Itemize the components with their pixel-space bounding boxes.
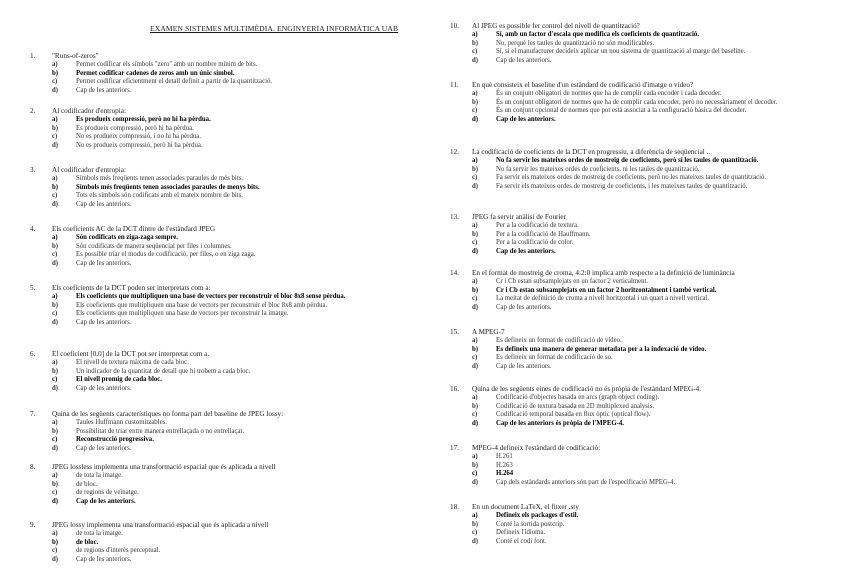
option-text: Cap de les anteriors. xyxy=(76,444,132,452)
question-number: 6. xyxy=(30,350,36,358)
answer-option xyxy=(52,547,452,556)
answer-option xyxy=(52,201,452,210)
option-letter: c) xyxy=(472,239,478,247)
answer-option xyxy=(472,363,832,372)
option-letter: c) xyxy=(52,310,58,318)
option-text: Defineix els packages d'estil. xyxy=(496,512,579,520)
option-text: És un conjunt opcional de normes que pot està associat a la configuració bàsica del decoder. xyxy=(496,107,747,115)
option-letter: a) xyxy=(472,31,478,39)
answer-option xyxy=(472,453,832,462)
option-letter: c) xyxy=(52,192,58,200)
question-text xyxy=(450,148,832,157)
option-letter: d) xyxy=(472,182,479,190)
question-number: 3. xyxy=(30,166,36,174)
option-text: de regions d'interès perceptual. xyxy=(76,547,161,555)
option-letter: d) xyxy=(52,86,59,94)
option-text: Tots els símbols són codificats amb el mateix nombre de bits. xyxy=(76,192,243,200)
option-letter: d) xyxy=(52,318,59,326)
question-number: 16. xyxy=(450,385,459,393)
question-text xyxy=(450,503,832,512)
answer-option xyxy=(472,403,832,412)
answer-option xyxy=(52,133,452,142)
option-letter: b) xyxy=(472,461,479,469)
option-letter: a) xyxy=(52,530,58,538)
option-text: Cap de les anteriors. xyxy=(76,555,132,563)
option-letter: a) xyxy=(472,394,478,402)
question-text xyxy=(450,328,832,337)
answer-option xyxy=(52,310,452,319)
question-label: A MPEG-7 xyxy=(472,328,505,336)
question-text xyxy=(30,410,452,419)
answer-option xyxy=(52,359,452,368)
option-letter: c) xyxy=(472,411,478,419)
option-letter: a) xyxy=(52,234,58,242)
option-letter: a) xyxy=(52,419,58,427)
answer-option xyxy=(52,70,452,79)
option-text: Són codificats en ziga-zaga sempre. xyxy=(76,234,179,242)
option-letter: d) xyxy=(472,419,479,427)
option-text: Cap de les anteriors. xyxy=(76,200,132,208)
question-text xyxy=(450,269,832,278)
option-text: El nivell de textura màxima de cada bloc. xyxy=(76,359,189,367)
question-label: Els coeficients AC de la DCT dintre de l'estàndard JPEG xyxy=(52,225,216,233)
question-10 xyxy=(450,22,832,66)
answer-option xyxy=(472,337,832,346)
question-16 xyxy=(450,385,832,429)
option-letter: b) xyxy=(472,520,479,528)
option-letter: c) xyxy=(472,174,478,182)
answer-option xyxy=(52,61,452,70)
option-letter: b) xyxy=(52,538,59,546)
option-text: És un conjunt obligatori de normes que ha de complir cada encoder, però no necessàriament el decoder. xyxy=(496,98,778,106)
answer-option xyxy=(472,166,832,175)
option-letter: b) xyxy=(52,183,59,191)
question-text xyxy=(30,350,452,359)
option-letter: d) xyxy=(472,303,479,311)
option-text: Conté la sortida postcrip. xyxy=(496,520,565,528)
option-text: Defineix l'idioma. xyxy=(496,529,546,537)
option-letter: b) xyxy=(472,286,479,294)
question-1 xyxy=(30,52,452,96)
option-text: Permet codificar eficientment el detall definit a partir de la quantització. xyxy=(76,78,273,86)
option-text: Taules Huffmann customitzables. xyxy=(76,419,167,427)
answer-option xyxy=(52,498,452,507)
option-text: de bloc. xyxy=(76,538,99,546)
answer-option xyxy=(472,346,832,355)
question-label: En un document LaTeX, el fitxer .sty xyxy=(472,503,579,511)
question-text xyxy=(30,52,452,61)
question-text xyxy=(450,22,832,31)
answer-option xyxy=(472,354,832,363)
option-text: Es produeix compressió, però hi ha pèrdua. xyxy=(76,124,194,132)
option-letter: d) xyxy=(52,497,59,505)
question-text xyxy=(30,107,452,116)
answer-option xyxy=(52,539,452,548)
option-text: Els coeficients que multipliquen una base de vectors per reconstruir el bloc 8x8 amb pèrdua. xyxy=(76,301,328,309)
option-text: Cap de les anteriors. xyxy=(76,384,132,392)
answer-option xyxy=(472,479,832,488)
option-letter: d) xyxy=(52,384,59,392)
option-letter: b) xyxy=(52,427,59,435)
answer-option xyxy=(472,90,832,99)
option-letter: a) xyxy=(472,278,478,286)
question-number: 10. xyxy=(450,22,459,30)
answer-option xyxy=(52,436,452,445)
answer-option xyxy=(472,470,832,479)
answer-option xyxy=(472,304,832,313)
question-label: JPEG lossless implementa una transformació espacial que és aplicada a nivell xyxy=(52,463,276,471)
question-label: El coeficient [0,0] de la DCT pot ser interpretat com a. xyxy=(52,350,210,358)
question-label: JPEG fa servir anàlisi de Fourier xyxy=(472,213,567,221)
option-letter: d) xyxy=(52,259,59,267)
option-text: Es produeix compressió, però no hi ha pèrdua. xyxy=(76,116,211,124)
answer-option xyxy=(52,293,452,302)
option-letter: b) xyxy=(52,69,59,77)
option-text: de regions de veïnatge. xyxy=(76,489,139,497)
option-letter: c) xyxy=(472,295,478,303)
question-text xyxy=(30,463,452,472)
option-text: Símbols més freqüents tenen associades paraules de més bits. xyxy=(76,175,244,183)
answer-option xyxy=(472,278,832,287)
question-number: 15. xyxy=(450,328,459,336)
option-letter: c) xyxy=(52,376,58,384)
option-text: Els coeficients que multipliquen una base de vectors per reconstruir la imatge. xyxy=(76,310,289,318)
option-text: Es defineix un format de codificació de so. xyxy=(496,354,613,362)
question-18 xyxy=(450,503,832,547)
option-letter: a) xyxy=(472,453,478,461)
answer-option xyxy=(472,239,832,248)
option-text: Són codificats de manera seqüencial per files i columnes. xyxy=(76,242,232,250)
answer-option xyxy=(52,385,452,394)
option-text: És un conjunt obligatori de normes que ha de complir cada encoder i cada decoder. xyxy=(496,90,722,98)
option-letter: c) xyxy=(52,251,58,259)
question-number: 8. xyxy=(30,463,36,471)
question-label: En què consisteix el baseline d'un estàndard de codificació d'imatge o vídeo? xyxy=(472,81,694,89)
option-letter: b) xyxy=(472,165,479,173)
answer-option xyxy=(472,529,832,538)
question-number: 17. xyxy=(450,444,459,452)
option-text: de tota la imatge. xyxy=(76,472,123,480)
option-letter: d) xyxy=(472,537,479,545)
option-text: No es produeix compressió, però hi ha pèrdua. xyxy=(76,141,203,149)
answer-option xyxy=(472,538,832,547)
answer-option xyxy=(472,462,832,471)
option-letter: a) xyxy=(472,90,478,98)
option-letter: c) xyxy=(52,547,58,555)
question-9 xyxy=(30,521,452,565)
option-letter: c) xyxy=(52,133,58,141)
option-letter: a) xyxy=(52,359,58,367)
question-5 xyxy=(30,284,452,328)
question-11 xyxy=(450,81,832,125)
answer-option xyxy=(472,31,832,40)
answer-option xyxy=(472,183,832,192)
question-number: 13. xyxy=(450,213,459,221)
answer-option xyxy=(472,411,832,420)
answer-option xyxy=(52,234,452,243)
option-letter: d) xyxy=(52,141,59,149)
question-number: 2. xyxy=(30,107,36,115)
option-letter: c) xyxy=(52,489,58,497)
option-text: Fa servir els mateixos ordes de mostreig de coeficients, però no les mateixes taules de quantització. xyxy=(496,174,767,182)
answer-option xyxy=(52,556,452,565)
question-label: Quina de les següents eines de codificació no és pròpia de l'estàndard MPEG-4. xyxy=(472,385,702,393)
option-text: de bloc. xyxy=(76,480,98,488)
option-letter: d) xyxy=(52,444,59,452)
question-4 xyxy=(30,225,452,269)
option-letter: d) xyxy=(472,56,479,64)
answer-option xyxy=(52,472,452,481)
option-text: Cap de les anteriors. xyxy=(76,86,132,94)
option-letter: c) xyxy=(472,48,478,56)
option-letter: b) xyxy=(472,402,479,410)
option-text: H.261 xyxy=(496,453,513,461)
option-letter: d) xyxy=(52,200,59,208)
option-letter: a) xyxy=(472,222,478,230)
answer-option xyxy=(472,420,832,429)
option-text: Codificació temporal basada en flux òptic (optical flow). xyxy=(496,411,651,419)
question-text xyxy=(30,284,452,293)
option-text: Cr i Cb estan subsamplejats en un factor 2 verticalment. xyxy=(496,278,649,286)
answer-option xyxy=(472,512,832,521)
question-8 xyxy=(30,463,452,507)
option-text: Fa servir els mateixos ordes de mostreig de coeficients, i les mateixes taules de quantització. xyxy=(496,182,748,190)
answer-option xyxy=(52,192,452,201)
answer-option xyxy=(472,157,832,166)
option-letter: c) xyxy=(472,354,478,362)
option-text: Es defineix una manera de generar metadata per a la indexació de vídeo. xyxy=(496,345,707,353)
option-text: Es defineix un format de codificació de vídeo. xyxy=(496,337,622,345)
option-text: No, perquè les taules de quantització no són modificables. xyxy=(496,39,655,47)
option-letter: a) xyxy=(52,175,58,183)
option-text: Cap de les anteriors. xyxy=(496,303,552,311)
option-letter: b) xyxy=(472,230,479,238)
option-text: Cap de les anteriors. xyxy=(76,497,136,505)
option-text: Conté el codi font. xyxy=(496,537,547,545)
option-letter: c) xyxy=(472,470,478,478)
answer-option xyxy=(52,175,452,184)
option-text: Sí, si el manufacturer decideix aplicar un nou sistema de quantització al marge del baseline. xyxy=(496,48,746,56)
option-letter: b) xyxy=(52,480,59,488)
option-letter: a) xyxy=(52,116,58,124)
option-text: Permet codificar els símbols "zero" amb un nombre mínim de bits. xyxy=(76,61,258,69)
option-text: Els coeficients que multipliquen una base de vectors per reconstruir el bloc 8x8 sense pèrdua. xyxy=(76,293,346,301)
question-number: 12. xyxy=(450,148,459,156)
question-15 xyxy=(450,328,832,372)
option-text: Sí, amb un factor d'escala que modifica els coeficients de quantització. xyxy=(496,31,700,39)
option-letter: a) xyxy=(52,293,58,301)
option-letter: b) xyxy=(52,301,59,309)
question-6 xyxy=(30,350,452,394)
answer-option xyxy=(472,222,832,231)
question-3 xyxy=(30,166,452,210)
option-text: Un indicador de la quantitat de detall que hi trobem a cada bloc. xyxy=(76,367,251,375)
answer-option xyxy=(52,376,452,385)
question-text xyxy=(450,81,832,90)
option-letter: d) xyxy=(472,478,479,486)
option-text: Cap de les anteriors. xyxy=(496,247,556,255)
answer-option xyxy=(52,184,452,193)
option-text: Cap de les anteriors. xyxy=(76,259,132,267)
answer-option xyxy=(472,248,832,257)
answer-option xyxy=(472,287,832,296)
answer-option xyxy=(472,107,832,116)
question-number: 7. xyxy=(30,410,36,418)
option-text: Cap de les anteriors. xyxy=(496,115,556,123)
option-text: Possibilitat de triar entre manera entrellaçada o no entrellaçat. xyxy=(76,427,245,435)
question-label: Quina de les següents característiques no forma part del baseline de JPEG lossy: xyxy=(52,410,284,418)
answer-option xyxy=(52,419,452,428)
question-text xyxy=(30,166,452,175)
question-label: JPEG lossy implementa una transformació espacial que és aplicada a nivell xyxy=(52,521,269,529)
question-number: 11. xyxy=(450,81,459,89)
answer-option xyxy=(52,489,452,498)
question-number: 1. xyxy=(30,52,36,60)
option-letter: d) xyxy=(52,555,59,563)
page-title: EXAMEN SISTEMES MULTIMÈDIA. ENGINYERIA INFORMÀTICA UAB xyxy=(150,24,399,33)
option-letter: b) xyxy=(52,124,59,132)
answer-option xyxy=(472,394,832,403)
answer-option xyxy=(472,231,832,240)
option-letter: a) xyxy=(472,512,478,520)
answer-option xyxy=(52,428,452,437)
option-text: Cap de les anteriors és pròpia de l'MPEG-4. xyxy=(496,419,624,427)
question-text xyxy=(30,225,452,234)
question-label: Al codificador d'entropia: xyxy=(52,166,126,174)
option-text: Codificació de textura basada en 2D multiplexed analysis. xyxy=(496,402,655,410)
option-text: No fa servir les mateixes ordes de mostreig de coeficients, però sí les taules de quantització. xyxy=(496,157,759,165)
answer-option xyxy=(52,78,452,87)
option-text: No fa servir les mateixes ordes de coeficients, ni les taules de quantització. xyxy=(496,165,700,173)
option-text: El nivell promig de cada bloc. xyxy=(76,376,162,384)
option-text: Cap dels estàndards anteriors són part de l'especificació MPEG-4. xyxy=(496,478,676,486)
option-text: Codificació d'objectes basada en arcs (graph object coding). xyxy=(496,394,660,402)
answer-option xyxy=(52,125,452,134)
option-letter: d) xyxy=(472,115,479,123)
answer-option xyxy=(52,142,452,151)
option-letter: c) xyxy=(52,436,58,444)
option-letter: b) xyxy=(472,345,479,353)
question-number: 4. xyxy=(30,225,36,233)
answer-option xyxy=(52,251,452,260)
option-letter: a) xyxy=(52,61,58,69)
option-letter: a) xyxy=(472,157,478,165)
answer-option xyxy=(472,174,832,183)
question-label: En el format de mostreig de croma, 4:2:0 implica amb respecte a la definició de luminància xyxy=(472,269,735,277)
option-text: Cr i Cb estan subsamplejats en un factor 2 horitzontalment i també vertical. xyxy=(496,286,717,294)
answer-option xyxy=(52,530,452,539)
question-text xyxy=(450,385,832,394)
option-text: H.263 xyxy=(496,461,513,469)
option-text: Per a la codificació de textura. xyxy=(496,222,579,230)
option-letter: b) xyxy=(52,242,59,250)
answer-option xyxy=(52,116,452,125)
answer-option xyxy=(472,48,832,57)
question-12 xyxy=(450,148,832,192)
option-letter: c) xyxy=(472,529,478,537)
question-17 xyxy=(450,444,832,488)
question-text xyxy=(450,444,832,453)
option-letter: c) xyxy=(52,78,58,86)
answer-option xyxy=(52,87,452,96)
option-letter: a) xyxy=(472,337,478,345)
option-letter: a) xyxy=(52,472,58,480)
answer-option xyxy=(52,481,452,490)
option-text: H.264 xyxy=(496,470,514,478)
option-text: No es produeix compressió, i no hi ha pèrdua. xyxy=(76,133,201,141)
question-label: Al codificador d'entropia: xyxy=(52,107,126,115)
option-text: Cap de les anteriors. xyxy=(496,56,552,64)
question-number: 5. xyxy=(30,284,36,292)
option-letter: b) xyxy=(52,367,59,375)
answer-option xyxy=(52,302,452,311)
question-number: 9. xyxy=(30,521,36,529)
option-letter: b) xyxy=(472,98,479,106)
option-text: Reconstrucció progressiva. xyxy=(76,436,154,444)
option-text: Per a la codificació de Hauffmann. xyxy=(496,230,591,238)
option-text: Cap de les anteriors. xyxy=(496,362,552,370)
option-text: de tota la imatge. xyxy=(76,530,123,538)
answer-option xyxy=(52,368,452,377)
question-label: Els coeficients de la DCT poden ser interpretats com a: xyxy=(52,284,211,292)
answer-option xyxy=(52,260,452,269)
answer-option xyxy=(472,116,832,125)
option-text: Cap de les anteriors. xyxy=(76,318,132,326)
question-text xyxy=(30,521,452,530)
answer-option xyxy=(52,445,452,454)
answer-option xyxy=(472,295,832,304)
question-label: Al JPEG es possible fer control del nivell de quantització? xyxy=(472,22,640,30)
answer-option xyxy=(52,319,452,328)
answer-option xyxy=(472,40,832,49)
question-label: La codificació de coeficients de la DCT en progressiu, a diferència de seqüencial .. xyxy=(472,148,711,156)
option-text: Es possible triar el modus de codificació, per files, o en ziga zaga. xyxy=(76,251,256,259)
option-text: La meitat de definició de croma a nivell horitzontal i un quart a nivell vertical. xyxy=(496,295,710,303)
answer-option xyxy=(472,521,832,530)
option-letter: b) xyxy=(472,39,479,47)
option-letter: d) xyxy=(472,247,479,255)
question-7 xyxy=(30,410,452,454)
option-letter: d) xyxy=(472,362,479,370)
option-text: Per a la codificació de color. xyxy=(496,239,574,247)
question-2 xyxy=(30,107,452,151)
option-text: Permet codificar cadenes de zeros amb un únic símbol. xyxy=(76,69,235,77)
question-14 xyxy=(450,269,832,313)
question-number: 18. xyxy=(450,503,459,511)
answer-option xyxy=(52,243,452,252)
question-label: MPEG-4 defineix l'estàndard de codificació: xyxy=(472,444,601,452)
option-text: Símbols més freqüents tenen associades paraules de menys bits. xyxy=(76,183,260,191)
question-label: "Runs-of-zeros" xyxy=(52,52,99,60)
option-letter: c) xyxy=(472,107,478,115)
answer-option xyxy=(472,57,832,66)
question-number: 14. xyxy=(450,269,459,277)
question-text xyxy=(450,213,832,222)
question-13 xyxy=(450,213,832,257)
